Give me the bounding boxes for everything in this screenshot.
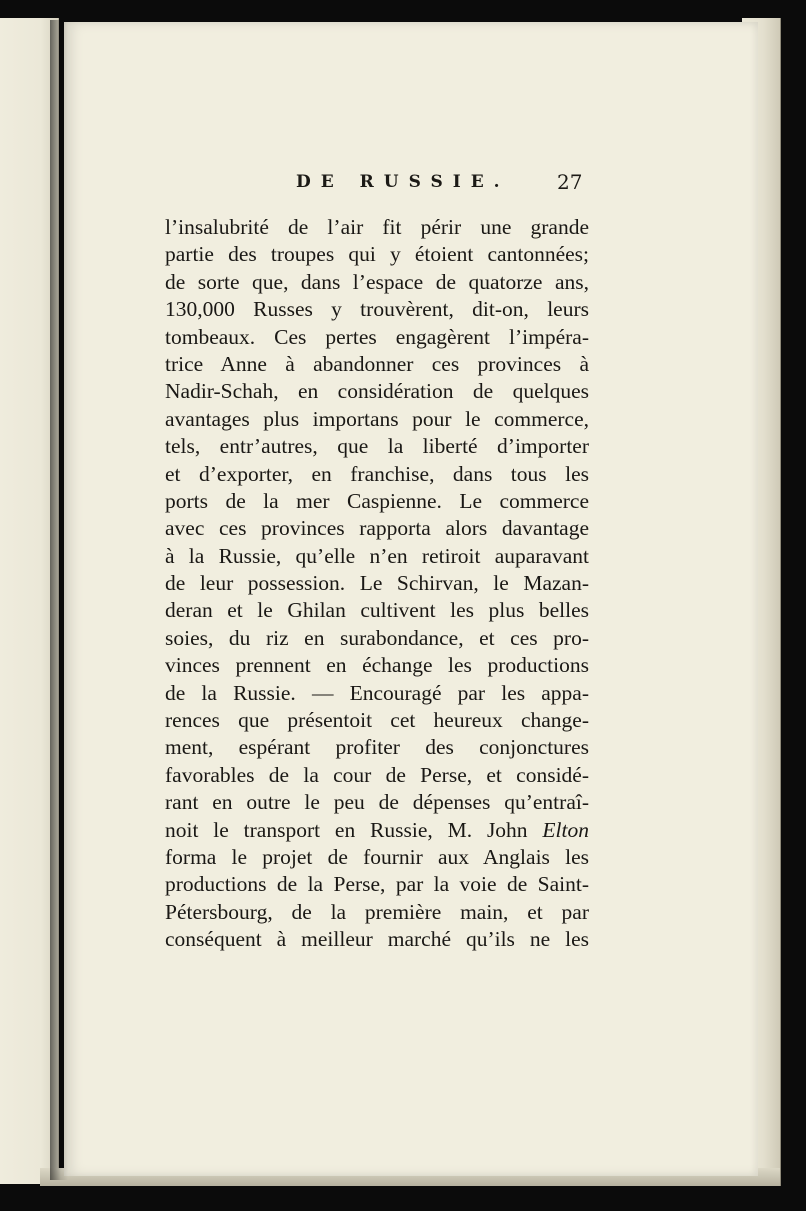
running-head: DE RUSSIE. [296, 172, 510, 192]
page-header [64, 170, 758, 200]
text-line: tels, entr’autres, que la liberté d’importer [165, 434, 589, 459]
text-line: partie des troupes qui y étoient cantonnées; [165, 242, 589, 267]
body-text [165, 214, 589, 954]
text-line: rant en outre le peu de dépenses qu’entraî- [165, 790, 589, 815]
text-line: ports de la mer Caspienne. Le commerce [165, 488, 589, 513]
text-line: de leur possession. Le Schirvan, le Mazan- [165, 571, 589, 596]
gutter-shadow [50, 20, 68, 1180]
text-line: et d’exporter, en franchise, dans tous les [165, 461, 589, 486]
text-line-start: noit le transport en Russie, M. John [165, 817, 528, 842]
text-line: Pétersbourg, de la première main, et par [165, 899, 589, 924]
text-line: forma le projet de fournir aux Anglais les [165, 844, 589, 869]
text-line: avec ces provinces rapporta alors davantage [165, 516, 589, 541]
text-line: l’insalubrité de l’air fit périr une grande [165, 215, 589, 239]
text-line: vinces prennent en échange les productions [165, 653, 589, 678]
text-line: tombeaux. Ces pertes engagèrent l’impéra- [165, 324, 589, 349]
text-line: productions de la Perse, par la voie de Saint- [165, 872, 589, 897]
text-line: Nadir-Schah, en considération de quelques [165, 379, 589, 404]
text-line: de sorte que, dans l’espace de quatorze ans, [165, 269, 589, 294]
text-line: favorables de la cour de Perse, et considé- [165, 762, 589, 787]
text-line: de la Russie. — Encouragé par les appa- [165, 680, 589, 705]
text-line: deran et le Ghilan cultivent les plus belles [165, 598, 589, 623]
page-number: 27 [557, 170, 583, 194]
text-line: à la Russie, qu’elle n’en retiroit auparavant [165, 543, 589, 568]
text-line: 130,000 Russes y trouvèrent, dit-on, leurs [165, 297, 589, 322]
text-line: soies, du riz en surabondance, et ces pro- [165, 625, 589, 650]
italic-name: Elton [542, 817, 589, 842]
text-line: trice Anne à abandonner ces provinces à [165, 351, 589, 376]
text-line: ment, espérant profiter des conjonctures [165, 735, 589, 760]
text-line-with-italic-name [165, 817, 589, 844]
text-line: avantages plus importans pour le commerce, [165, 406, 589, 431]
book-page [64, 22, 758, 1176]
text-line: conséquent à meilleur marché qu’ils ne les [165, 927, 589, 952]
text-line: rences que présentoit cet heureux change- [165, 708, 589, 733]
